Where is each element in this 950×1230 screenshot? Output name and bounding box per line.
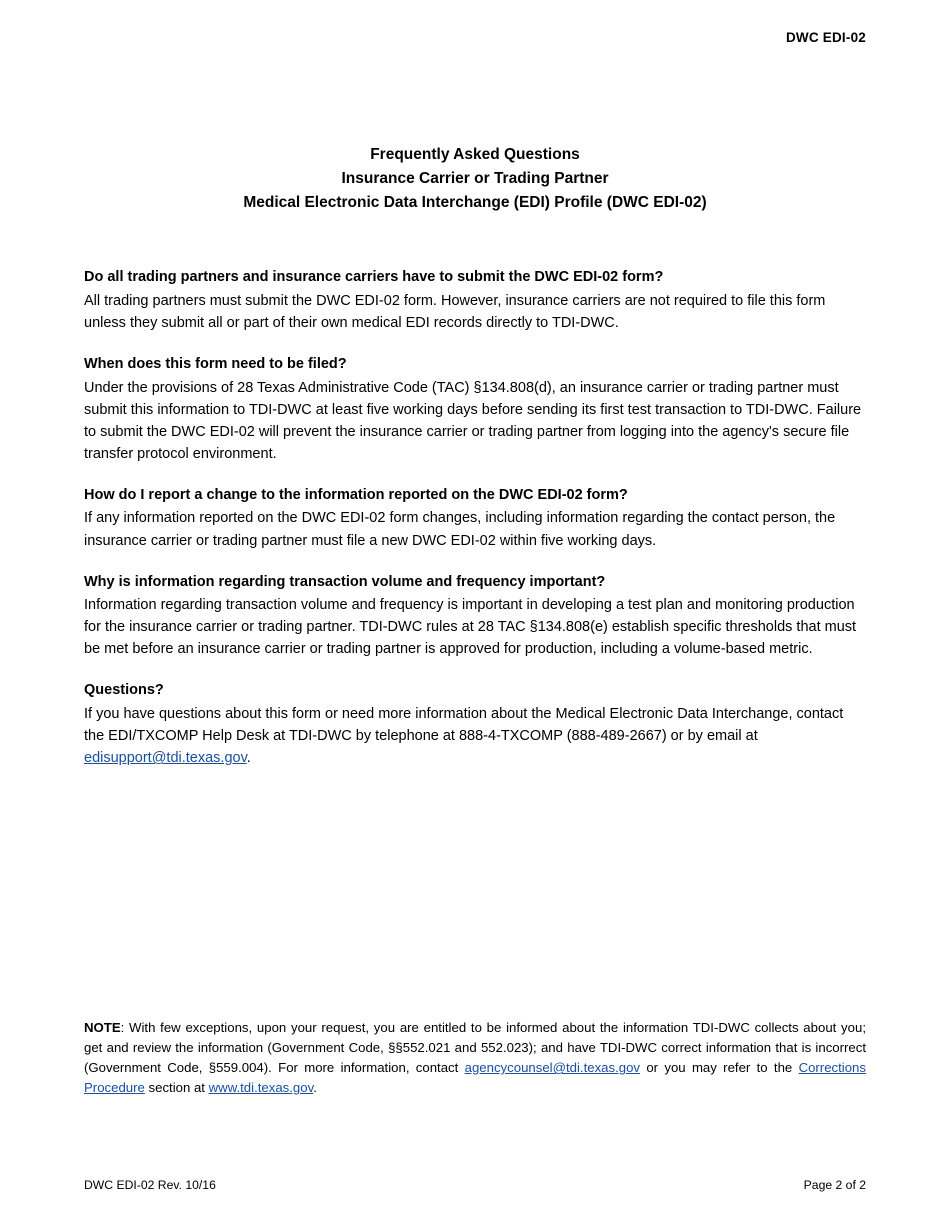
- faq-answer: Information regarding transaction volume and frequency is important in developing a test plan and monitoring production for the insurance carrier or trading partner. TDI-DWC rules at 28 TAC §134.808(e) establish specific thresholds that must be met before an insurance carrier or trading partner is approved for production, including a volume-based metric.: [84, 597, 857, 658]
- title-line-1: Frequently Asked Questions: [370, 146, 580, 163]
- faq-answer: Under the provisions of 28 Texas Administrative Code (TAC) §134.808(d), an insurance carrier or trading partner must submit this information to TDI-DWC at least five working days before sending its first test transaction to TDI-DWC. Failure to submit the DWC EDI-02 will prevent the insurance carrier or trading partner from logging into the agency's secure file transfer protocol environment.: [84, 379, 862, 462]
- questions-text: [84, 703, 866, 769]
- questions-section: [84, 680, 866, 769]
- document-code: DWC EDI-02: [785, 30, 866, 45]
- title-line-2: Insurance Carrier or Trading Partner: [341, 170, 609, 188]
- faq-item: [84, 267, 866, 334]
- tdi-website-link[interactable]: www.tdi.texas.gov: [208, 1080, 314, 1096]
- faq-question: How do I report a change to the information reported on the DWC EDI-02 form?: [84, 486, 628, 503]
- note-text-part-4: .: [313, 1080, 317, 1096]
- note-text-part-1: : With few exceptions, upon your request, you are entitled to be informed about the information TDI-DWC collects about you; get and review the information (Government Code, §§552.021 and 552.023); and have TDI-DWC correct information that is incorrect (Government Code, §559.004). For more information, contact: [84, 1020, 866, 1076]
- note-label: NOTE: [84, 1020, 121, 1035]
- questions-heading: Questions?: [84, 682, 164, 699]
- edisupport-email-link[interactable]: edisupport@tdi.texas.gov: [84, 750, 247, 767]
- note-block: [84, 1018, 866, 1098]
- faq-list: [84, 267, 866, 769]
- faq-question: When does this form need to be filed?: [84, 355, 347, 372]
- note-text-part-3: section at: [144, 1080, 209, 1096]
- faq-item: [84, 485, 866, 552]
- page-title: [84, 143, 866, 215]
- faq-answer: All trading partners must submit the DWC EDI-02 form. However, insurance carriers are not required to file this form unless they submit all or part of their own medical EDI records directly to TDI-DWC.: [84, 292, 826, 331]
- faq-question: Do all trading partners and insurance carriers have to submit the DWC EDI-02 form?: [84, 269, 664, 286]
- note-text-part-2: or you may refer to the: [640, 1060, 799, 1076]
- footer-revision: DWC EDI-02 Rev. 10/16: [84, 1178, 216, 1192]
- title-line-3: Medical Electronic Data Interchange (EDI) Profile (DWC EDI-02): [243, 194, 707, 212]
- faq-answer: If any information reported on the DWC EDI-02 form changes, including information regarding the contact person, the insurance carrier or trading partner must file a new DWC EDI-02 within five working days.: [84, 510, 836, 549]
- questions-text-after-link: .: [246, 750, 251, 767]
- page-footer: [84, 1178, 866, 1192]
- faq-question: Why is information regarding transaction volume and frequency important?: [84, 573, 606, 590]
- corrections-procedure-link[interactable]: Corrections Procedure: [84, 1060, 866, 1096]
- footer-page-number: Page 2 of 2: [803, 1178, 866, 1192]
- faq-item: [84, 354, 866, 465]
- questions-text-before-link: If you have questions about this form or need more information about the Medical Electronic Data Interchange, contact the EDI/TXCOMP Help Desk at TDI-DWC by telephone at 888-4-TXCOMP (888-489-2667) or by email at: [84, 706, 844, 745]
- faq-item: [84, 572, 866, 661]
- agencycounsel-email-link[interactable]: agencycounsel@tdi.texas.gov: [464, 1060, 641, 1076]
